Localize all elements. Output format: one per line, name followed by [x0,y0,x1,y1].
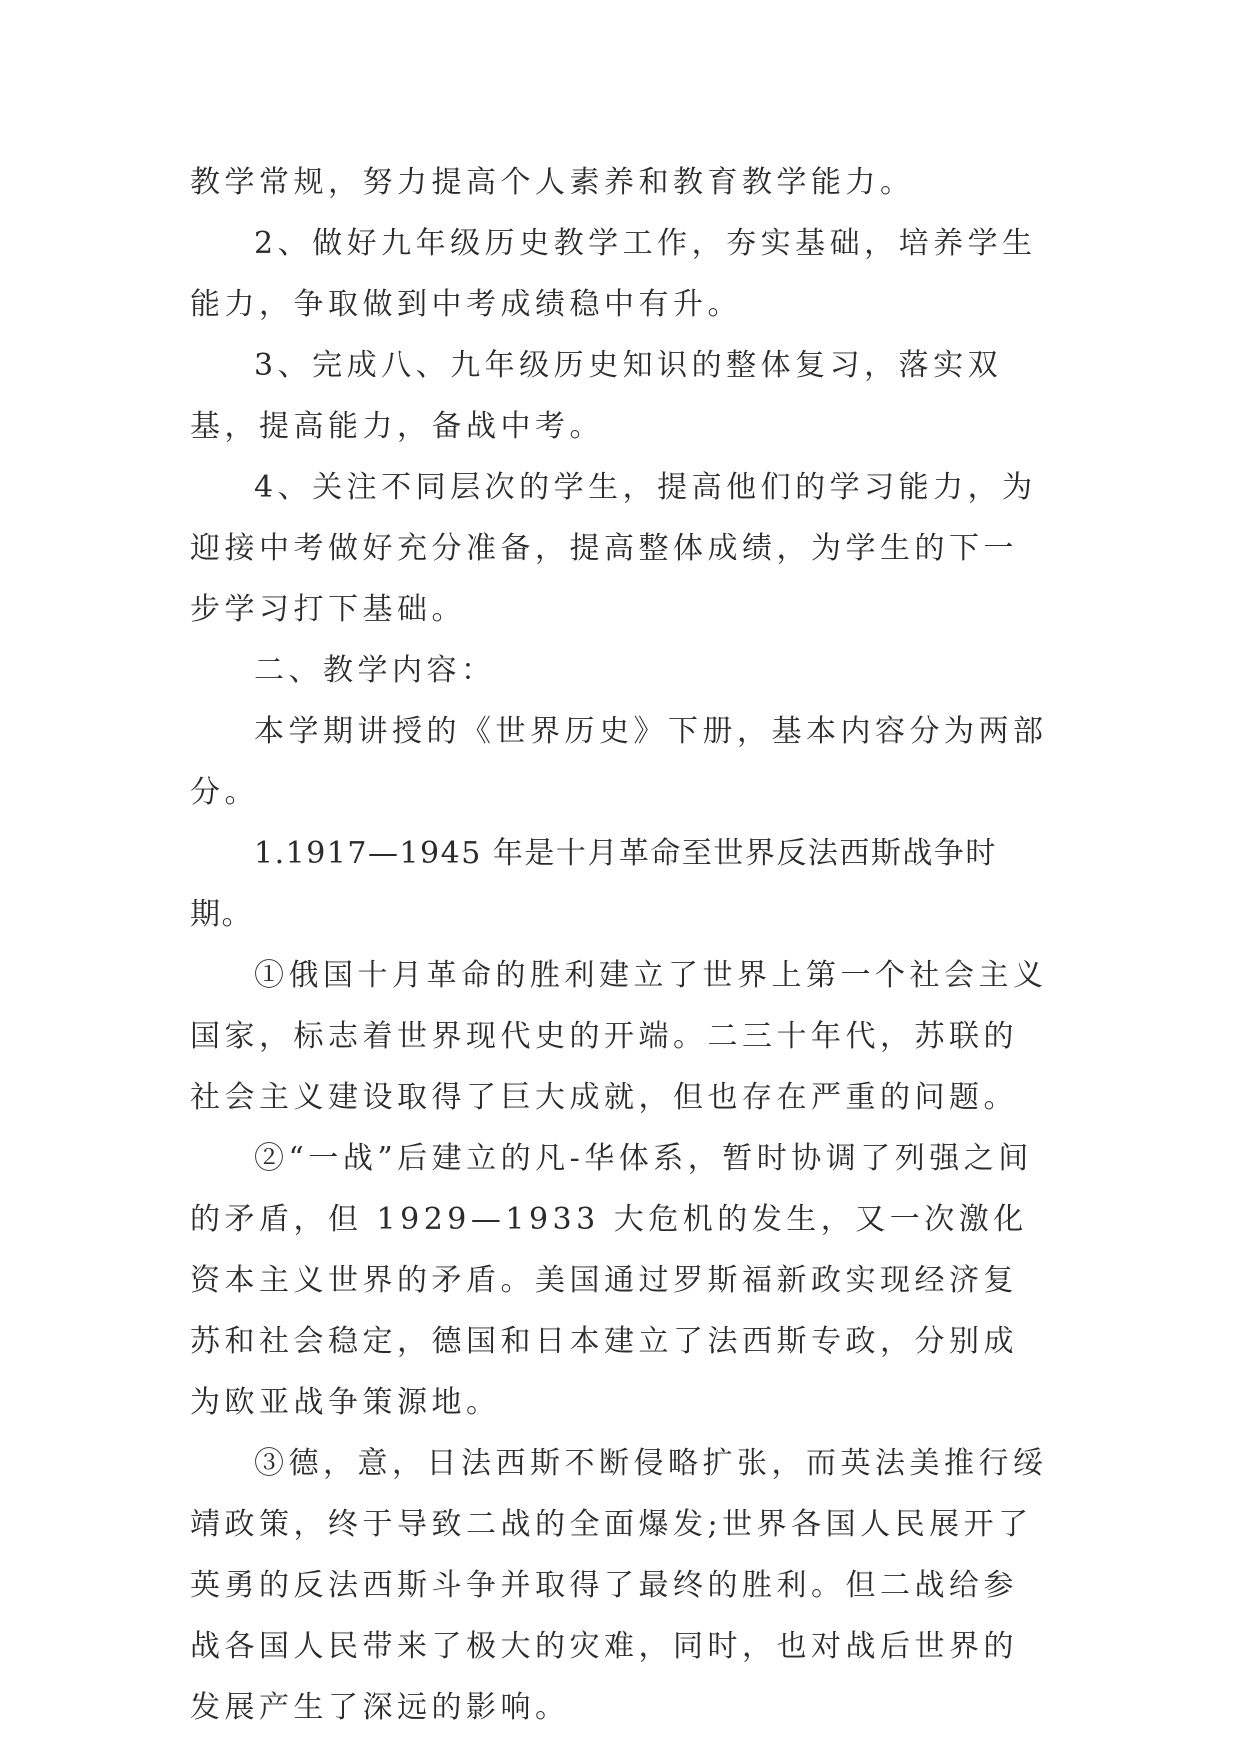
paragraph-8: ①俄国十月革命的胜利建立了世界上第一个社会主义国家，标志着世界现代史的开端。二三十年代，苏联的社会主义建设取得了巨大成就，但也存在严重的问题。 [190,958,1048,1115]
paragraph-10: ③德，意，日法西斯不断侵略扩张，而英法美推行绥靖政策，终于导致二战的全面爆发;世界各国人民展开了英勇的反法西斯斗争并取得了最终的胜利。但二战给参战各国人民带来了极大的灾难，同时，也对战后世界的发展产生了深远的影响。 [190,1446,1048,1725]
paragraph-6: 本学期讲授的《世界历史》下册，基本内容分为两部分。 [190,714,1048,810]
paragraph-9: ②“一战”后建立的凡-华体系，暂时协调了列强之间的矛盾，但 1929—1933 大危机的发生，又一次激化资本主义世界的矛盾。美国通过罗斯福新政实现经济复苏和社会稳定，德国和日本建立了法西斯专政，分别成为欧亚战争策源地。 [190,1141,1033,1420]
document-body [190,152,1050,1738]
paragraph-3: 3、完成八、九年级历史知识的整体复习，落实双基，提高能力，备战中考。 [190,348,1003,444]
paragraph-7: 1.1917—1945 年是十月革命至世界反法西斯战争时期。 [190,836,997,932]
paragraph-1: 教学常规，努力提高个人素养和教育教学能力。 [190,165,915,200]
section-heading-teaching-content: 二、教学内容： [254,653,496,688]
paragraph-2: 2、做好九年级历史教学工作，夯实基础，培养学生能力，争取做到中考成绩稳中有升。 [190,226,1037,322]
paragraph-4: 4、关注不同层次的学生，提高他们的学习能力，为迎接中考做好充分准备，提高整体成绩，为学生的下一步学习打下基础。 [190,470,1037,627]
